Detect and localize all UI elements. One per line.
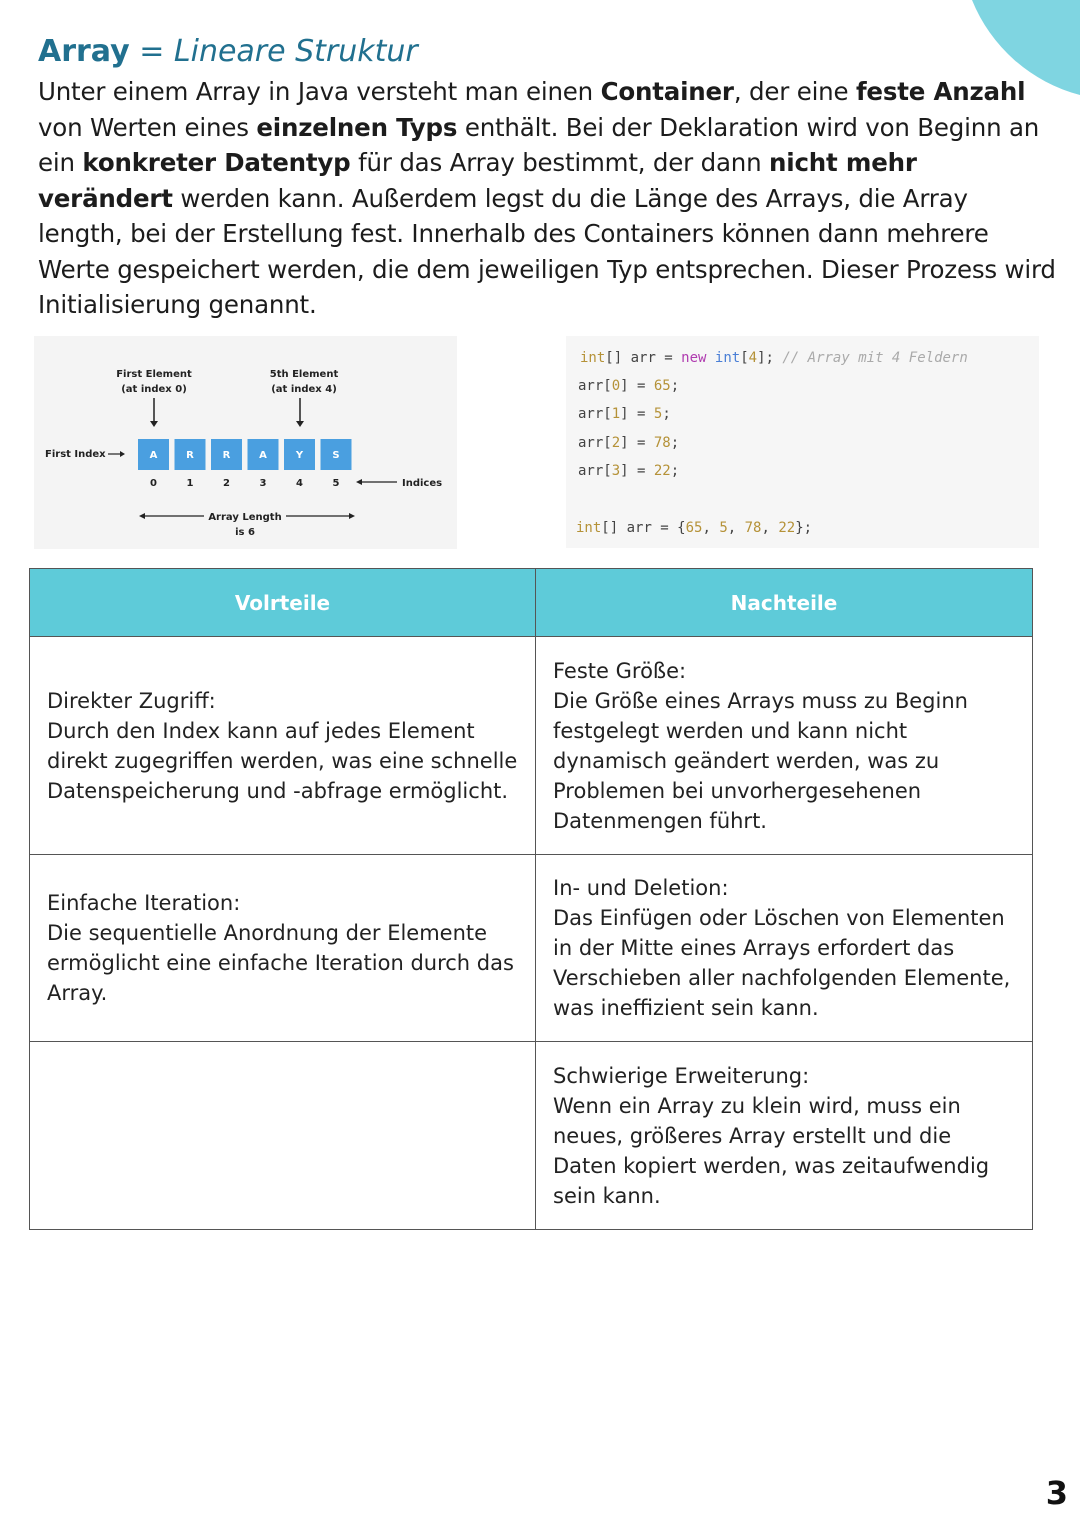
code-line: arr[2] = 78; (578, 434, 680, 451)
page-title: Array = Lineare Struktur (38, 34, 418, 69)
con-cell: In- und Deletion: Das Einfügen oder Löschen von Elementen in der Mitte eines Arrays erfordert das Verschieben aller nachfolgenden Elemente, was ineffizient sein kann. (536, 855, 1033, 1042)
header-cons: Nachteile (536, 569, 1033, 637)
text-segment: werden kann. Außerdem legst du die Länge des Arrays, die Array length, bei der Erstellung fest. Innerhalb des Containers können dann mehrere Werte gespeichert werden, die dem jeweiligen Typ entsprechen. Dieser Prozess wird Initialisierung genannt. (38, 183, 1056, 319)
bold-term: konkreter Datentyp (82, 148, 351, 177)
pros-cons-table (29, 568, 1033, 1230)
intro-paragraph (38, 74, 1058, 323)
array-length-label: Array Length (208, 512, 282, 523)
code-line: int[] arr = {65, 5, 78, 22}; (576, 520, 813, 536)
array-cell-letter: R (222, 450, 231, 461)
array-cell-letter: S (332, 450, 340, 461)
index-label: 2 (223, 478, 230, 489)
pro-cell: Direkter Zugriff: Durch den Index kann auf jedes Element direkt zugegriffen werden, was eine schnelle Datenspeicherung und -abfrage ermöglicht. (30, 637, 536, 855)
code-line: int[] arr = new int[4]; // Array mit 4 Feldern (580, 350, 968, 366)
array-length-sub: is 6 (235, 527, 255, 538)
code-line: arr[1] = 5; (578, 406, 671, 423)
bold-term: feste Anzahl (855, 77, 1026, 106)
text-segment: enthält. Bei der Deklaration wird von Beginn an ein (38, 112, 1040, 177)
fifth-element-label: 5th Element (269, 369, 339, 380)
bold-term: nicht mehr verändert (38, 148, 917, 213)
array-diagram (34, 336, 457, 549)
bold-term: Container (600, 77, 734, 106)
bold-term: einzelnen Typs (256, 112, 458, 142)
code-line: arr[3] = 22; (578, 462, 680, 479)
index-label: 3 (259, 478, 267, 489)
header-pros: Volrteile (30, 569, 536, 637)
con-cell: Feste Größe: Die Größe eines Arrays muss zu Beginn festgelegt werden und kann nicht dynamisch geändert werden, was zu Problemen bei unvorhergesehenen Datenmengen führt. (536, 637, 1033, 855)
fifth-element-sub: (at index 4) (271, 384, 337, 395)
index-label: 4 (296, 478, 303, 489)
index-label: 0 (150, 478, 157, 489)
pro-cell-empty (30, 1042, 536, 1230)
array-cell-letter: A (149, 450, 158, 461)
code-line: arr[0] = 65; (578, 378, 680, 394)
text-segment: Unter einem Array in Java versteht man einen (38, 77, 601, 106)
array-cell-letter: R (186, 450, 194, 461)
pro-cell: Einfache Iteration: Die sequentielle Anordnung der Elemente ermöglicht eine einfache Iteration durch das Array. (30, 855, 536, 1042)
indices-label: Indices (402, 478, 443, 489)
array-cell-letter: A (259, 450, 267, 461)
text-segment: von Werten eines (38, 112, 257, 142)
first-element-sub: (at index 0) (121, 384, 187, 395)
first-index-label: First Index (45, 449, 106, 460)
text-segment: , der eine (733, 77, 856, 106)
con-cell: Schwierige Erweiterung: Wenn ein Array zu klein wird, muss ein neues, größeres Array erstellt und die Daten kopiert werden, was zeitaufwendig sein kann. (536, 1042, 1033, 1230)
array-cell-letter: Y (295, 450, 304, 461)
index-label: 1 (186, 478, 194, 489)
first-element-label: First Element (116, 369, 192, 380)
index-label: 5 (332, 478, 340, 489)
text-segment: für das Array bestimmt, der dann (350, 148, 770, 177)
page-number: 3 (1045, 1474, 1068, 1512)
code-block (566, 336, 1039, 548)
